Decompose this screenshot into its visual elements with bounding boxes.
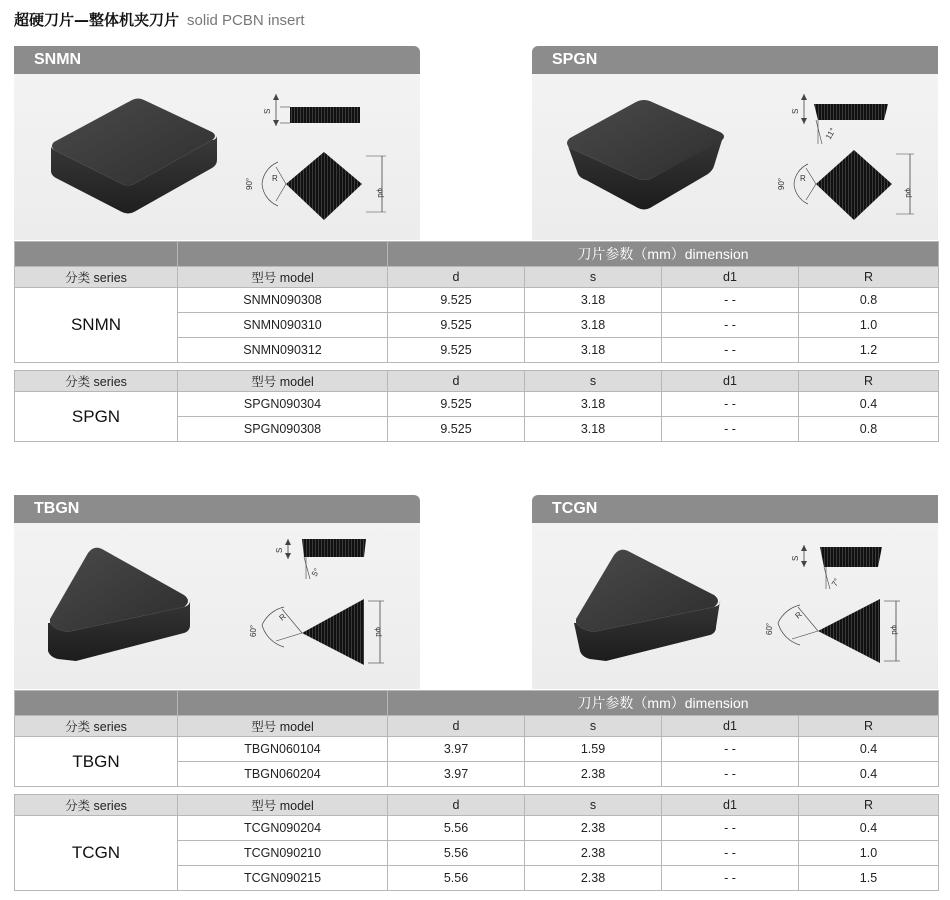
tbgn-illustration bbox=[14, 523, 420, 689]
d-cell: 9.525 bbox=[388, 288, 525, 313]
snmn-r-label: R bbox=[272, 174, 278, 183]
spgn-side-view bbox=[791, 94, 888, 144]
spgn-illustration bbox=[532, 74, 938, 240]
table-row bbox=[15, 737, 939, 762]
tcgn-d-label: φd bbox=[890, 625, 899, 635]
page-title bbox=[14, 9, 305, 31]
d1-cell: - - bbox=[662, 288, 799, 313]
r-cell: 0.4 bbox=[799, 816, 939, 841]
header-d: d bbox=[388, 716, 525, 737]
header-r: R bbox=[799, 267, 939, 288]
tbgn-side-view bbox=[275, 539, 366, 579]
header-dimension: 刀片参数（mm）dimension bbox=[388, 691, 939, 716]
tcgn-insert-3d bbox=[574, 550, 720, 661]
header-blank-series bbox=[15, 691, 178, 716]
header-model: 型号 model bbox=[178, 716, 388, 737]
header-model: 型号 model bbox=[178, 267, 388, 288]
r-cell: 0.4 bbox=[799, 392, 939, 417]
d-cell: 5.56 bbox=[388, 866, 525, 891]
header-d1: d1 bbox=[662, 716, 799, 737]
s-cell: 3.18 bbox=[525, 392, 662, 417]
d-cell: 9.525 bbox=[388, 392, 525, 417]
d-cell: 9.525 bbox=[388, 417, 525, 442]
s-cell: 3.18 bbox=[525, 313, 662, 338]
model-cell: SPGN090308 bbox=[178, 417, 388, 442]
header-s: s bbox=[525, 371, 662, 392]
d-cell: 5.56 bbox=[388, 841, 525, 866]
header-blank-series bbox=[15, 242, 178, 267]
snmn-insert-3d bbox=[51, 99, 217, 214]
d-cell: 9.525 bbox=[388, 338, 525, 363]
header-series: 分类 series bbox=[15, 795, 178, 816]
snmn-angle-label: 90° bbox=[245, 177, 254, 190]
snmn-d-label: φd bbox=[376, 188, 385, 198]
d-cell: 5.56 bbox=[388, 816, 525, 841]
section-bar-tcgn: TCGN bbox=[532, 495, 938, 523]
spec-table-1 bbox=[14, 241, 939, 363]
model-cell: SNMN090308 bbox=[178, 288, 388, 313]
spgn-angle-label: 90° bbox=[777, 177, 786, 190]
table-row bbox=[15, 288, 939, 313]
model-cell: TCGN090215 bbox=[178, 866, 388, 891]
d1-cell: - - bbox=[662, 338, 799, 363]
model-cell: SNMN090312 bbox=[178, 338, 388, 363]
header-d: d bbox=[388, 371, 525, 392]
image-panel-tcgn bbox=[532, 523, 938, 689]
model-cell: SNMN090310 bbox=[178, 313, 388, 338]
series-cell-tbgn: TBGN bbox=[15, 737, 178, 787]
header-model: 型号 model bbox=[178, 371, 388, 392]
header-series: 分类 series bbox=[15, 267, 178, 288]
tcgn-side-view bbox=[791, 545, 882, 589]
spgn-top-view bbox=[777, 150, 914, 220]
header-series: 分类 series bbox=[15, 716, 178, 737]
d-cell: 3.97 bbox=[388, 762, 525, 787]
tcgn-s-label: S bbox=[791, 555, 800, 561]
spgn-clearance-label: 11° bbox=[823, 126, 838, 141]
r-cell: 0.8 bbox=[799, 288, 939, 313]
s-cell: 2.38 bbox=[525, 841, 662, 866]
tbgn-clearance-label: 5° bbox=[309, 566, 322, 578]
model-cell: SPGN090304 bbox=[178, 392, 388, 417]
d1-cell: - - bbox=[662, 866, 799, 891]
s-cell: 2.38 bbox=[525, 816, 662, 841]
model-cell: TBGN060204 bbox=[178, 762, 388, 787]
page-title-english: solid PCBN insert bbox=[187, 12, 305, 29]
r-cell: 0.4 bbox=[799, 762, 939, 787]
spgn-r-label: R bbox=[800, 174, 806, 183]
s-cell: 3.18 bbox=[525, 417, 662, 442]
d1-cell: - - bbox=[662, 816, 799, 841]
tcgn-clearance-label: 7° bbox=[829, 576, 842, 588]
spec-table-2 bbox=[14, 370, 939, 442]
tcgn-top-view bbox=[765, 599, 900, 663]
d1-cell: - - bbox=[662, 762, 799, 787]
series-cell-snmn: SNMN bbox=[15, 288, 178, 363]
tcgn-r-label: R bbox=[793, 609, 804, 621]
section-bar-spgn: SPGN bbox=[532, 46, 938, 74]
d1-cell: - - bbox=[662, 417, 799, 442]
section-bar-tbgn: TBGN bbox=[14, 495, 420, 523]
model-cell: TCGN090210 bbox=[178, 841, 388, 866]
table-row bbox=[15, 816, 939, 841]
s-cell: 2.38 bbox=[525, 762, 662, 787]
header-r: R bbox=[799, 716, 939, 737]
image-panel-spgn bbox=[532, 74, 938, 240]
model-cell: TCGN090204 bbox=[178, 816, 388, 841]
d1-cell: - - bbox=[662, 841, 799, 866]
header-r: R bbox=[799, 371, 939, 392]
r-cell: 1.0 bbox=[799, 841, 939, 866]
r-cell: 1.0 bbox=[799, 313, 939, 338]
tbgn-s-label: S bbox=[275, 547, 284, 553]
s-cell: 1.59 bbox=[525, 737, 662, 762]
tbgn-insert-3d bbox=[48, 548, 190, 661]
tbgn-d-label: φd bbox=[374, 627, 383, 637]
snmn-illustration bbox=[14, 74, 420, 240]
header-d1: d1 bbox=[662, 267, 799, 288]
page-title-chinese: 超硬刀片—整体机夹刀片 bbox=[14, 11, 180, 29]
tbgn-r-label: R bbox=[277, 611, 288, 623]
series-cell-tcgn: TCGN bbox=[15, 816, 178, 891]
image-panel-tbgn bbox=[14, 523, 420, 689]
image-panel-snmn bbox=[14, 74, 420, 240]
section-bar-snmn: SNMN bbox=[14, 46, 420, 74]
header-s: s bbox=[525, 716, 662, 737]
header-model: 型号 model bbox=[178, 795, 388, 816]
table-row bbox=[15, 392, 939, 417]
header-d: d bbox=[388, 267, 525, 288]
series-cell-spgn: SPGN bbox=[15, 392, 178, 442]
s-cell: 3.18 bbox=[525, 288, 662, 313]
spec-table-4 bbox=[14, 794, 939, 891]
header-r: R bbox=[799, 795, 939, 816]
tcgn-illustration bbox=[532, 523, 938, 689]
spgn-d-label: φd bbox=[904, 188, 913, 198]
d-cell: 3.97 bbox=[388, 737, 525, 762]
header-series: 分类 series bbox=[15, 371, 178, 392]
s-cell: 3.18 bbox=[525, 338, 662, 363]
spgn-insert-3d bbox=[567, 100, 724, 210]
header-blank-model bbox=[178, 691, 388, 716]
r-cell: 1.2 bbox=[799, 338, 939, 363]
r-cell: 0.4 bbox=[799, 737, 939, 762]
tbgn-top-view bbox=[249, 599, 384, 665]
tbgn-angle-label: 60° bbox=[249, 624, 258, 637]
d1-cell: - - bbox=[662, 313, 799, 338]
header-s: s bbox=[525, 267, 662, 288]
tcgn-angle-label: 60° bbox=[765, 622, 774, 635]
d-cell: 9.525 bbox=[388, 313, 525, 338]
model-cell: TBGN060104 bbox=[178, 737, 388, 762]
snmn-s-label: S bbox=[263, 108, 272, 114]
header-dimension: 刀片参数（mm）dimension bbox=[388, 242, 939, 267]
s-cell: 2.38 bbox=[525, 866, 662, 891]
r-cell: 0.8 bbox=[799, 417, 939, 442]
header-d: d bbox=[388, 795, 525, 816]
snmn-top-view bbox=[245, 152, 386, 220]
d1-cell: - - bbox=[662, 737, 799, 762]
header-d1: d1 bbox=[662, 795, 799, 816]
header-s: s bbox=[525, 795, 662, 816]
d1-cell: - - bbox=[662, 392, 799, 417]
spgn-s-label: S bbox=[791, 108, 800, 114]
snmn-side-view bbox=[263, 94, 360, 126]
header-blank-model bbox=[178, 242, 388, 267]
header-d1: d1 bbox=[662, 371, 799, 392]
r-cell: 1.5 bbox=[799, 866, 939, 891]
spec-table-3 bbox=[14, 690, 939, 787]
